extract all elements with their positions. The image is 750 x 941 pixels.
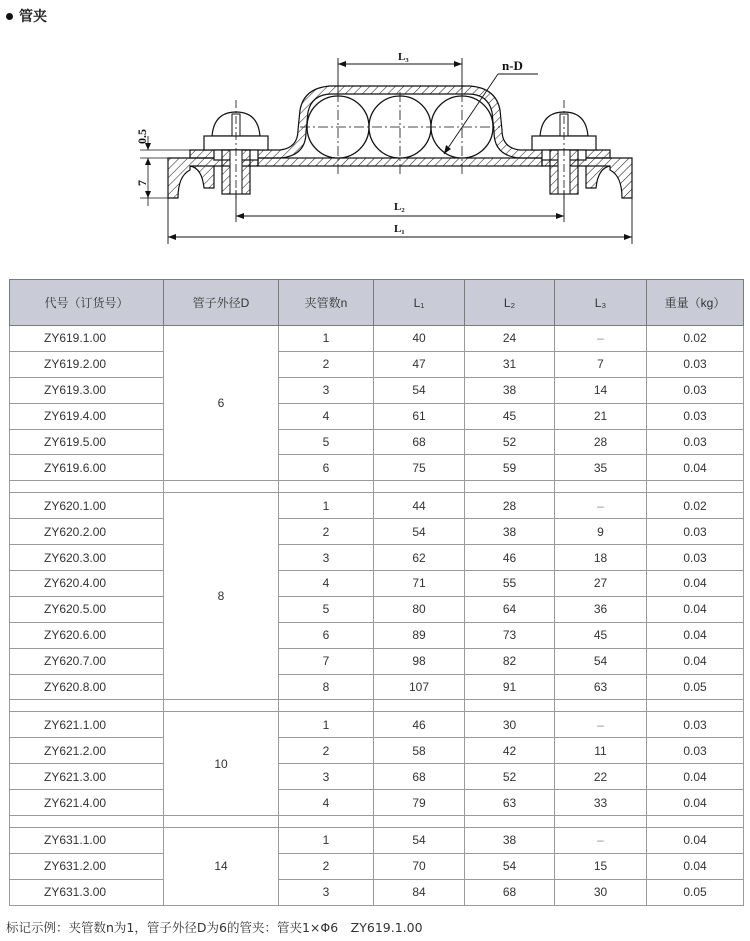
cell-l1: 46	[374, 712, 465, 738]
cell-code: ZY621.2.00	[10, 738, 164, 764]
cell-weight: 0.05	[647, 879, 744, 905]
cell-l2: 31	[465, 351, 555, 377]
cell-weight: 0.05	[647, 674, 744, 700]
cell-l2: 55	[465, 571, 555, 597]
cell-l1: 44	[374, 493, 465, 519]
header-code: 代号（订货号）	[10, 280, 164, 326]
cell-l3: 21	[555, 403, 647, 429]
header-diameter: 管子外径D	[164, 280, 279, 326]
table-row	[10, 571, 744, 597]
header-count: 夹管数n	[279, 280, 374, 326]
cell-diameter: 14	[164, 828, 279, 906]
cell-weight: 0.02	[647, 493, 744, 519]
cell-count: 5	[279, 429, 374, 455]
table-row	[10, 764, 744, 790]
cell-weight: 0.03	[647, 545, 744, 571]
cell-l3: 36	[555, 596, 647, 622]
table-row	[10, 455, 744, 481]
table-row	[10, 351, 744, 377]
table-row	[10, 738, 744, 764]
cell-diameter: 10	[164, 712, 279, 816]
cell-l2: 46	[465, 545, 555, 571]
cell-l3: –	[555, 712, 647, 738]
group-gap-row	[10, 700, 744, 712]
cell-count: 3	[279, 879, 374, 905]
table-row	[10, 429, 744, 455]
cell-count: 1	[279, 493, 374, 519]
header-l2: L₂	[465, 280, 555, 326]
cell-weight: 0.03	[647, 712, 744, 738]
cell-l3: –	[555, 828, 647, 854]
section-title	[6, 6, 47, 26]
cell-count: 3	[279, 764, 374, 790]
cell-code: ZY619.3.00	[10, 377, 164, 403]
table-row	[10, 493, 744, 519]
cell-l2: 52	[465, 429, 555, 455]
cell-l2: 52	[465, 764, 555, 790]
table-header-row	[10, 280, 744, 326]
cell-l1: 68	[374, 429, 465, 455]
cell-count: 7	[279, 648, 374, 674]
marking-example-note: 标记示例：夹管数n为1，管子外径D为6的管夹：管夹1×Φ6 ZY619.1.00	[6, 920, 423, 935]
cell-l2: 42	[465, 738, 555, 764]
cell-l2: 38	[465, 828, 555, 854]
table-row	[10, 879, 744, 905]
cell-count: 1	[279, 828, 374, 854]
group-gap-row	[10, 481, 744, 493]
label-nd: n-D	[502, 58, 523, 73]
table-row	[10, 519, 744, 545]
cell-l2: 68	[465, 879, 555, 905]
table-row	[10, 622, 744, 648]
cell-code: ZY620.8.00	[10, 674, 164, 700]
cell-l1: 62	[374, 545, 465, 571]
cell-l2: 82	[465, 648, 555, 674]
cell-count: 2	[279, 853, 374, 879]
cell-l2: 63	[465, 790, 555, 816]
cell-code: ZY621.4.00	[10, 790, 164, 816]
cell-count: 3	[279, 545, 374, 571]
table-row	[10, 545, 744, 571]
table-row	[10, 377, 744, 403]
cell-count: 2	[279, 738, 374, 764]
cell-code: ZY619.2.00	[10, 351, 164, 377]
section-title-text: 管夹	[19, 9, 47, 25]
cell-l2: 38	[465, 377, 555, 403]
table-row	[10, 596, 744, 622]
cell-weight: 0.04	[647, 648, 744, 674]
bullet-dot-icon	[6, 13, 13, 20]
cell-l2: 73	[465, 622, 555, 648]
cell-l3: 27	[555, 571, 647, 597]
cell-l1: 79	[374, 790, 465, 816]
cell-count: 2	[279, 519, 374, 545]
label-05: 0.5	[135, 129, 149, 144]
pipe-clamp-drawing	[0, 40, 750, 260]
cell-l3: 54	[555, 648, 647, 674]
cell-weight: 0.04	[647, 853, 744, 879]
cell-l2: 59	[465, 455, 555, 481]
cell-l2: 54	[465, 853, 555, 879]
cell-l2: 91	[465, 674, 555, 700]
cell-l3: 7	[555, 351, 647, 377]
cell-l2: 38	[465, 519, 555, 545]
cell-l2: 28	[465, 493, 555, 519]
cell-diameter: 8	[164, 493, 279, 700]
cell-l1: 58	[374, 738, 465, 764]
cell-weight: 0.03	[647, 351, 744, 377]
cell-code: ZY620.7.00	[10, 648, 164, 674]
cell-code: ZY621.3.00	[10, 764, 164, 790]
label-7: 7	[135, 180, 149, 186]
header-l3: L₃	[555, 280, 647, 326]
cell-count: 8	[279, 674, 374, 700]
cell-l3: –	[555, 493, 647, 519]
cell-l1: 54	[374, 828, 465, 854]
cell-l3: 9	[555, 519, 647, 545]
cell-l3: 30	[555, 879, 647, 905]
cell-weight: 0.03	[647, 738, 744, 764]
cell-count: 4	[279, 790, 374, 816]
cell-l1: 84	[374, 879, 465, 905]
cell-weight: 0.04	[647, 622, 744, 648]
cell-code: ZY620.2.00	[10, 519, 164, 545]
cell-weight: 0.03	[647, 403, 744, 429]
cell-l1: 71	[374, 571, 465, 597]
table-row	[10, 648, 744, 674]
table-row	[10, 790, 744, 816]
cell-l1: 98	[374, 648, 465, 674]
cell-code: ZY620.3.00	[10, 545, 164, 571]
cell-count: 1	[279, 712, 374, 738]
cell-count: 2	[279, 351, 374, 377]
table-row	[10, 853, 744, 879]
cell-weight: 0.04	[647, 571, 744, 597]
label-l3: L₃	[398, 51, 409, 63]
cell-weight: 0.04	[647, 828, 744, 854]
cell-weight: 0.04	[647, 764, 744, 790]
cell-code: ZY631.1.00	[10, 828, 164, 854]
cell-code: ZY619.6.00	[10, 455, 164, 481]
cell-code: ZY631.2.00	[10, 853, 164, 879]
label-l1: L₁	[394, 223, 405, 235]
cell-code: ZY620.5.00	[10, 596, 164, 622]
header-l1: L₁	[374, 280, 465, 326]
cell-l1: 54	[374, 519, 465, 545]
cell-count: 4	[279, 403, 374, 429]
cell-count: 3	[279, 377, 374, 403]
cell-l1: 61	[374, 403, 465, 429]
cell-l2: 24	[465, 326, 555, 352]
header-weight: 重量（kg）	[647, 280, 744, 326]
cell-weight: 0.02	[647, 326, 744, 352]
cell-l1: 47	[374, 351, 465, 377]
cell-l1: 40	[374, 326, 465, 352]
cell-l1: 70	[374, 853, 465, 879]
cell-code: ZY620.1.00	[10, 493, 164, 519]
cell-count: 6	[279, 622, 374, 648]
cell-code: ZY619.5.00	[10, 429, 164, 455]
cell-l2: 45	[465, 403, 555, 429]
cell-l1: 80	[374, 596, 465, 622]
cell-l3: 11	[555, 738, 647, 764]
table-row	[10, 828, 744, 854]
cell-weight: 0.03	[647, 377, 744, 403]
table-body	[10, 326, 744, 906]
cell-code: ZY619.4.00	[10, 403, 164, 429]
table-row	[10, 326, 744, 352]
cell-code: ZY620.6.00	[10, 622, 164, 648]
cell-l3: 35	[555, 455, 647, 481]
cell-code: ZY619.1.00	[10, 326, 164, 352]
cell-l3: 18	[555, 545, 647, 571]
label-l2: L₂	[394, 201, 405, 213]
cell-count: 1	[279, 326, 374, 352]
cell-l3: 33	[555, 790, 647, 816]
cell-count: 4	[279, 571, 374, 597]
cell-l3: –	[555, 326, 647, 352]
cell-diameter: 6	[164, 326, 279, 481]
cell-code: ZY620.4.00	[10, 571, 164, 597]
cell-weight: 0.03	[647, 429, 744, 455]
cell-l3: 63	[555, 674, 647, 700]
table-row	[10, 674, 744, 700]
cell-weight: 0.04	[647, 455, 744, 481]
cell-weight: 0.04	[647, 596, 744, 622]
cell-l3: 22	[555, 764, 647, 790]
table-row	[10, 712, 744, 738]
cell-l3: 28	[555, 429, 647, 455]
cell-code: ZY621.1.00	[10, 712, 164, 738]
cell-l2: 30	[465, 712, 555, 738]
cell-weight: 0.04	[647, 790, 744, 816]
cell-l3: 14	[555, 377, 647, 403]
group-gap-row	[10, 816, 744, 828]
cell-l2: 64	[465, 596, 555, 622]
cell-weight: 0.03	[647, 519, 744, 545]
spec-table	[9, 279, 744, 906]
cell-l1: 68	[374, 764, 465, 790]
cell-code: ZY631.3.00	[10, 879, 164, 905]
cell-count: 6	[279, 455, 374, 481]
cell-l1: 75	[374, 455, 465, 481]
cell-count: 5	[279, 596, 374, 622]
cell-l1: 107	[374, 674, 465, 700]
table-row	[10, 403, 744, 429]
cell-l3: 15	[555, 853, 647, 879]
cell-l3: 45	[555, 622, 647, 648]
cell-l1: 54	[374, 377, 465, 403]
cell-l1: 89	[374, 622, 465, 648]
